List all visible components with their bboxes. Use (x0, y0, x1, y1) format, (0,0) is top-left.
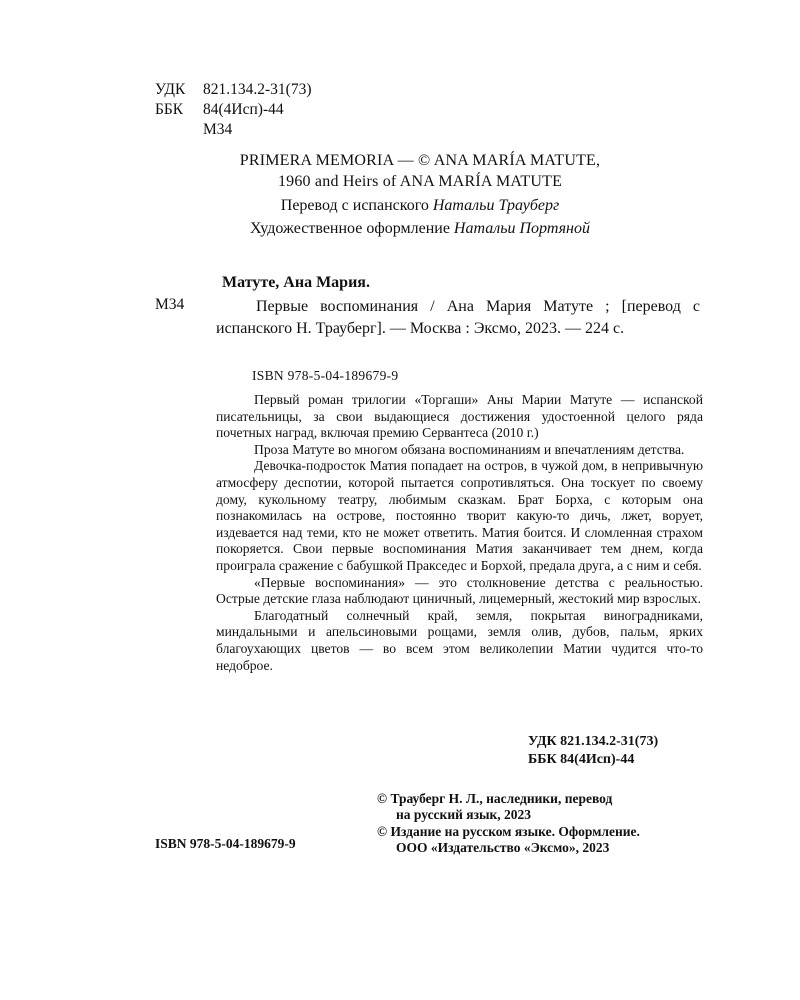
annotation (216, 392, 703, 674)
isbn-bottom: ISBN 978-5-04-189679-9 (155, 836, 296, 851)
original-copyright-line2: 1960 and Heirs of ANA MARÍA MATUTE (277, 173, 563, 190)
annotation-paragraph: Первый роман трилогии «Торгаши» Аны Марии Матуте — испанской писательницы, за свои выдающиеся достижения удостоенной целого ряда почетных наград, включая премию Сервантеса (2010 г.) (216, 392, 703, 441)
original-copyright-line1: PRIMERA MEMORIA — © ANA MARÍA MATUTE, (239, 152, 601, 169)
bibliographic-description-text: Первые воспоминания / Ана Мария Матуте ; [перевод с испанского Н. Трауберг]. — Москва : Эксмо, 2023. — 224 с. (216, 298, 700, 337)
bbk-label: ББК (155, 101, 184, 118)
rights-line: © Трауберг Н. Л., наследники, перевод (377, 791, 613, 806)
cutter-code-header: М34 (203, 121, 233, 138)
translator-credit (100, 197, 740, 215)
udk-row (155, 80, 312, 100)
bbk-footer: ББК 84(4Исп)-44 (528, 752, 635, 767)
rights-line: ООО «Издательство «Эксмо», 2023 (396, 840, 610, 856)
designer-name: Натальи Портяной (453, 220, 590, 237)
rights-line: © Издание на русском языке. Оформление. (377, 823, 640, 839)
classification-codes-header (155, 80, 312, 140)
bbk-value: 84(4Исп)-44 (203, 101, 284, 118)
udk-label: УДК (155, 81, 186, 98)
annotation-paragraph: «Первые воспоминания» — это столкновение детства с реальностью. Острые детские глаза наблюдают циничный, лицемерный, жестокий мир взрослых. (216, 574, 703, 607)
translator-name: Натальи Трауберг (432, 197, 560, 214)
original-copyright (100, 150, 740, 192)
annotation-paragraph: Благодатный солнечный край, земля, покрытая виноградниками, миндальными и апельсиновыми рощами, земля олив, дубов, пальм, ярких благоухающих цветов — во всем этом великолепии Матии чудится что-то недоброе. (216, 607, 703, 673)
bibliographic-description (216, 296, 700, 340)
copyright-notices (377, 791, 717, 857)
rights-line: на русский язык, 2023 (396, 807, 532, 823)
designer-credit (100, 220, 740, 238)
annotation-paragraph: Девочка-подросток Матия попадает на остров, в чужой дом, в непривычную атмосферу деспотии, которой пытается сопротивляться. Она тоскует по своему дому, кукольному театру, любимым сказкам. Брат Борха, с которым она познакомилась на острове, постоянно творит какую-то дичь, лжет, ворует, издевается над теми, кто не может ответить. Матия боится. И сломленная страхом покоряется. Свои первые воспоминания Матия заканчивает тем днем, когда проиграла сражение с бабушкой Пракседес и Борхой, предала друга, а с ним и себя. (216, 458, 703, 573)
classification-codes-footer (528, 733, 658, 769)
designer-prefix: Художественное оформление (250, 220, 450, 237)
cutter-code: М34 (155, 296, 185, 313)
author-heading: Матуте, Ана Мария. (222, 274, 370, 291)
isbn-record: ISBN 978-5-04-189679-9 (252, 368, 399, 383)
translator-prefix: Перевод с испанского (280, 197, 429, 214)
udk-value: 821.134.2-31(73) (203, 81, 312, 98)
bbk-row (155, 100, 312, 120)
annotation-paragraph: Проза Матуте во многом обязана воспоминаниям и впечатлениям детства. (254, 441, 685, 457)
udk-footer: УДК 821.134.2-31(73) (528, 734, 659, 749)
